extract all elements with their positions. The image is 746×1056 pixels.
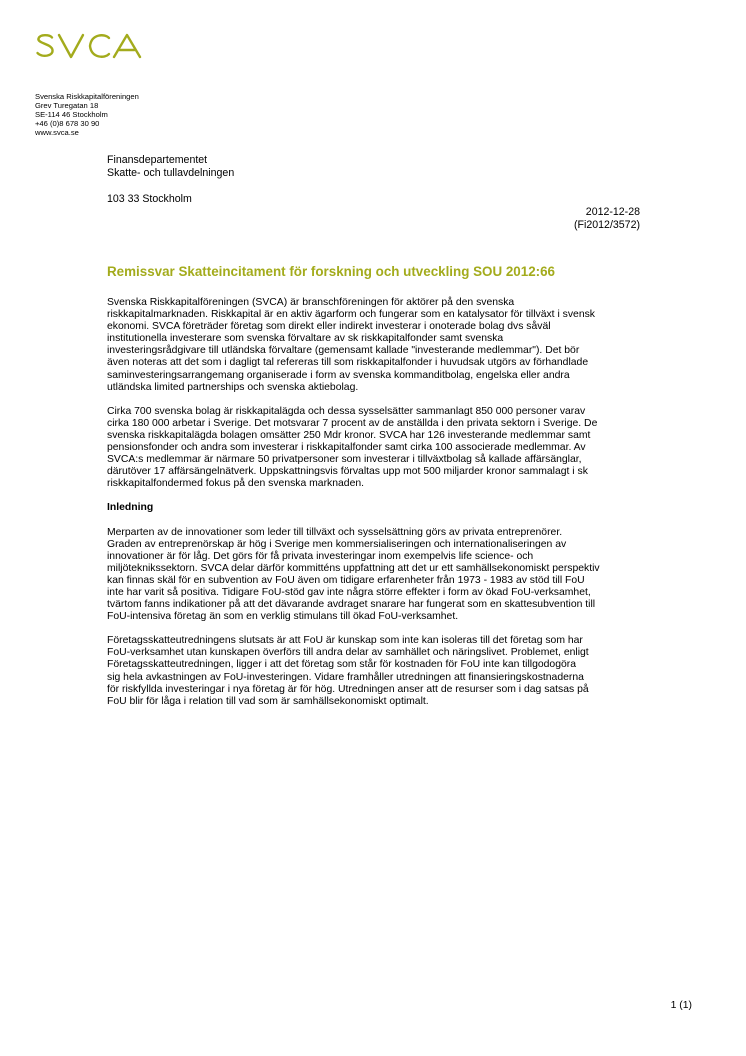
text-line: ekonomi. SVCA företräder företag som direkt eller indirekt investerar i onoterade bolag dvs såväl (107, 321, 551, 333)
text-line: för riskfyllda investeringar i nya företag är för hög. Utredningen anser att de resurser som i dag satsas på (107, 683, 589, 695)
sender-street: Grev Turegatan 18 (35, 100, 99, 110)
text-line: inte har varit så positiva. Tidigare FoU-stöd gav inte några större effekter i form av ökad FoU-verksamhet, (107, 586, 591, 598)
text-line: utländska limited partnerships och svenska aktiebolag. (107, 381, 359, 393)
text-line: tvärtom fanns indikationer på att det dävarande avdraget snarare har fungerat som en skattesubvention till (107, 599, 596, 611)
text-line: Företagsskatteutredningen, ligger i att det företag som står för kostnaden för FoU inte kan tillgodogöra (107, 659, 576, 671)
text-line: FoU blir för låga i relation till vad som är samhällsekonomiskt optimalt. (107, 695, 429, 707)
text-line: institutionella investerare som svenska förvaltare av sk riskkapitalfonder samt svenska (107, 333, 504, 345)
recipient-city: 103 33 Stockholm (107, 193, 192, 205)
document-date: 2012-12-28 (585, 206, 640, 218)
sender-name: Svenska Riskkapitalföreningen (35, 92, 139, 101)
text-line: Cirka 700 svenska bolag är riskkapitalägda och dessa sysselsätter sammanlagt 850 000 personer varav (107, 405, 586, 417)
text-line: investeringsrådgivare till utländska förvaltare (gemensamt kallade "investerande medlemmar"). Det bör (107, 345, 580, 357)
text-line: pensionsfonder och andra som investerar i riskkapitalfonder samt cirka 100 associerade medlemmar. Av (107, 442, 586, 454)
sender-website: www.svca.se (35, 127, 79, 137)
document-body (107, 297, 647, 720)
text-line: Svenska Riskkapitalföreningen (SVCA) är branschföreningen för aktörer på den svenska (107, 297, 515, 308)
text-line: SVCA:s medlemmar är närmare 50 privatpersoner som investerar i tillväxtbolag så kallade affärsänglar, (107, 454, 582, 466)
section-heading: Inledning (107, 502, 154, 514)
document-title: Remissvar Skatteincitament för forskning och utveckling SOU 2012:66 (107, 264, 555, 279)
text-line: Graden av entreprenörskap är hög i Sverige men kommersialiseringen och internationaliseringen av (107, 538, 567, 550)
text-line: miljöteknikssektorn. SVCA delar därför kommitténs uppfattning att det ur ett samhällsekonomiskt perspektiv (107, 562, 600, 574)
svca-logo-mark (34, 31, 146, 61)
text-line: saminvesteringsarrangemang organiserade i form av svenska kommanditbolag, engelska eller andra (107, 369, 570, 381)
text-line: riskkapitalmarknaden. Riskkapital är en aktiv ägarform och fungerar som en katalysator för tillväxt i svensk (107, 309, 595, 321)
text-line: cirka 180 000 arbetar i Sverige. Det motsvarar 7 procent av de anställda i den privata sektorn i Sverige. De (107, 417, 598, 429)
recipient-line-1: Finansdepartementet (107, 154, 208, 166)
paragraph-innovation (107, 527, 647, 624)
sender-postal: SE-114 46 Stockholm (35, 109, 108, 119)
paragraph-statistics (107, 406, 647, 491)
page-number: 1 (1) (670, 1000, 692, 1011)
text-line: Företagsskatteutredningens slutsats är att FoU är kunskap som inte kan isoleras till det företag som har (107, 635, 583, 647)
text-line: innovationer är för låg. Det görs för få privata investeringar inom exempelvis life science- och (107, 550, 534, 562)
text-line: sig hela avkastningen av FoU-investeringen. Vidare framhåller utredningen att finansieringskostnaderna (107, 671, 584, 683)
text-line: kan finnas skäl för en subvention av FoU även om tidigare erfarenheter från 1973 - 1983 av stöd till FoU (107, 574, 585, 586)
svca-logo (34, 31, 146, 61)
text-line: även noteras att det som i dagligt tal refereras till som riskkapitalfonder i huvudsak utgörs av förhandlade (107, 357, 589, 369)
date-block (574, 206, 640, 232)
sender-address (35, 93, 139, 138)
paragraph-intro (107, 297, 647, 394)
text-line: riskkapitalfondermed fokus på den svenska marknaden. (107, 478, 365, 490)
text-line: svenska riskkapitalägda bolagen omsätter 250 Mdr kronor. SVCA har 126 investerande medlemmar samt (107, 429, 591, 441)
text-line: FoU-verksamhet utan kunskapen överförs till andra delar av samhället och näringslivet. Problemet, enligt (107, 647, 589, 659)
reference-number: (Fi2012/3572) (574, 219, 640, 231)
text-line: FoU-intensiva företag än som en verklig stimulans till ökad FoU-verksamhet. (107, 611, 459, 623)
paragraph-conclusion (107, 635, 647, 708)
recipient-line-2: Skatte- och tullavdelningen (107, 167, 235, 179)
text-line: Merparten av de innovationer som leder till tillväxt och sysselsättning görs av privata entreprenörer. (107, 526, 563, 538)
sender-phone: +46 (0)8 678 30 90 (35, 118, 100, 128)
recipient-address (107, 154, 234, 206)
text-line: därutöver 17 affärsängelnätverk. Uppskattningsvis förvaltas upp mot 500 miljarder kronor sammalagt i sk (107, 466, 588, 478)
